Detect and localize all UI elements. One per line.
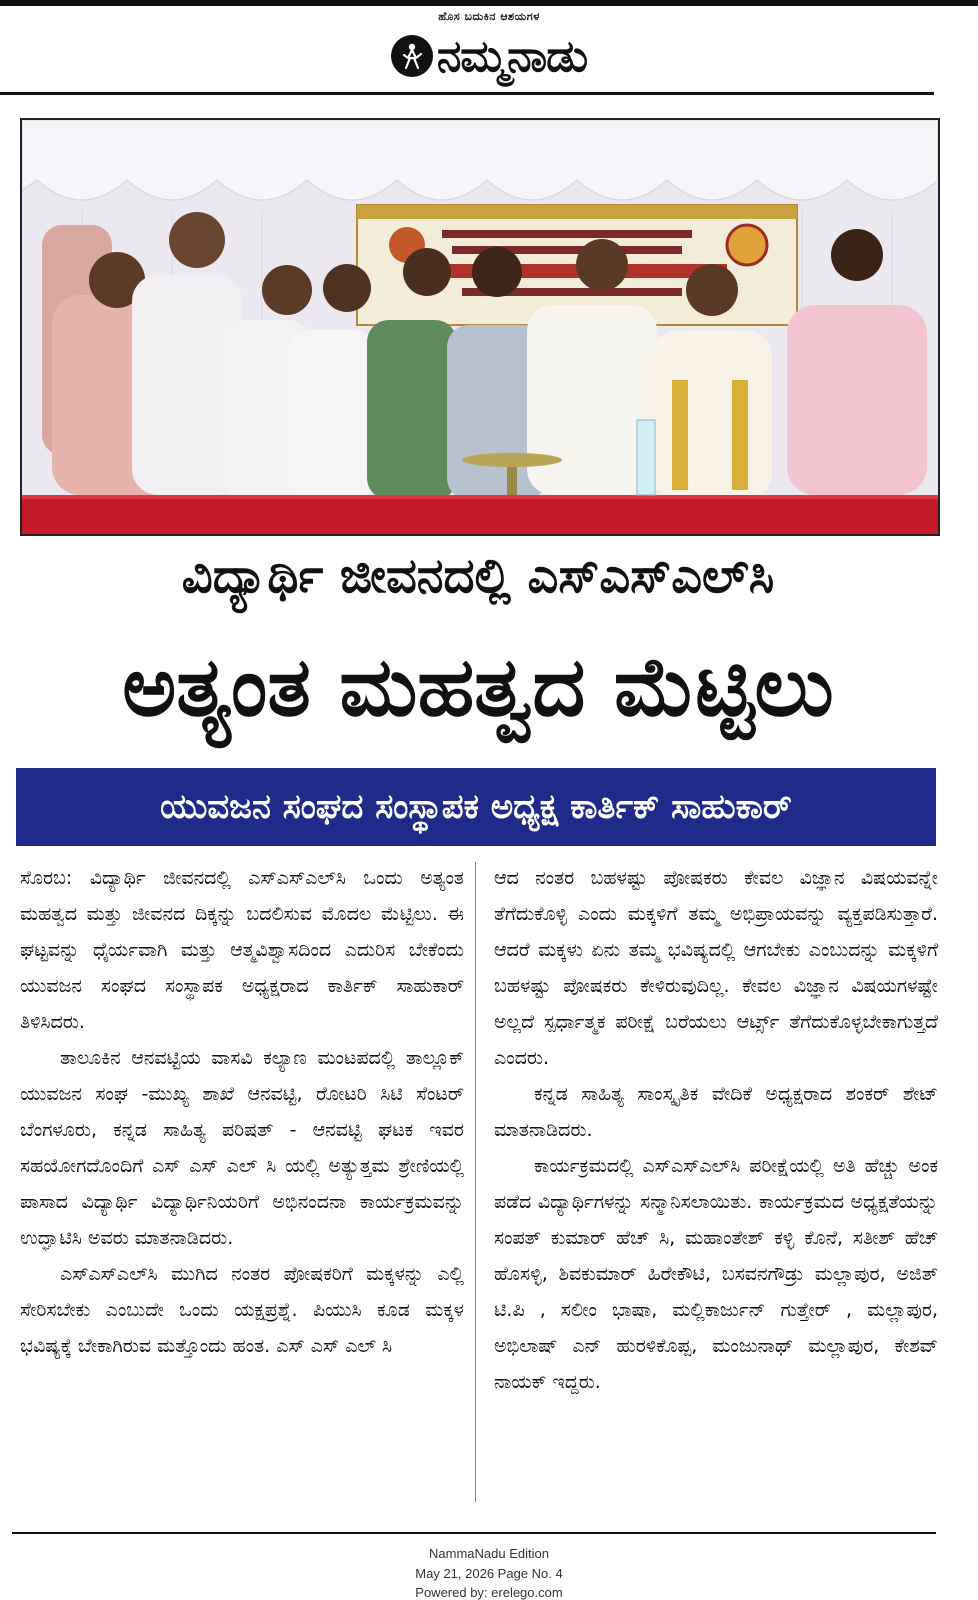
subheadline-text: ಯುವಜನ ಸಂಘದ ಸಂಸ್ಥಾಪಕ ಅಧ್ಯಕ್ಷ ಕಾರ್ತಿಕ್ ಸಾಹುಕಾರ್	[160, 787, 792, 827]
footer-rule	[12, 1532, 936, 1534]
column-divider	[475, 862, 476, 1502]
headline-line-1: ವಿದ್ಯಾರ್ಥಿ ಜೀವನದಲ್ಲಿ ಎಸ್‌ಎಸ್‌ಎಲ್‌ಸಿ	[181, 548, 775, 604]
date-page-label: May 21, 2026 Page No. 4	[415, 1566, 563, 1581]
edition-label: NammaNadu Edition	[429, 1546, 549, 1561]
masthead-rule	[0, 92, 934, 95]
article-column-left	[20, 860, 464, 1364]
subheadline-banner	[16, 768, 936, 846]
event-photo	[20, 118, 940, 536]
newspaper-name: ನಮ್ಮನಾಡು	[436, 30, 588, 82]
paragraph: ಸೊರಬ: ವಿದ್ಯಾರ್ಥಿ ಜೀವನದಲ್ಲಿ ಎಸ್‌ಎಸ್‌ಎಲ್‌ಸಿ ಒಂದು ಅತ್ಯಂತ ಮಹತ್ವದ ಮತ್ತು ಜೀವನದ ದಿಕ್ಕನ್ನು ಬದಲಿಸುವ ಮೊದಲ ಮೆಟ್ಟಿಲು. ಈ ಘಟ್ಟವನ್ನು ಧೈರ್ಯವಾಗಿ ಮತ್ತು ಆತ್ಮವಿಶ್ವಾಸದಿಂದ ಎದುರಿಸ ಬೇಕೆಂದು ಯುವಜನ ಸಂಘದ ಸಂಸ್ಥಾಪಕ ಅಧ್ಯಕ್ಷರಾದ ಕಾರ್ತಿಕ್ ಸಾಹುಕಾರ್ ತಿಳಿಸಿದರು.	[20, 867, 464, 1033]
paragraph: ಎಸ್‌ಎಸ್‌ಎಲ್‌ಸಿ ಮುಗಿದ ನಂತರ ಪೋಷಕರಿಗೆ ಮಕ್ಕಳನ್ನು ಎಲ್ಲಿ ಸೇರಿಸಬೇಕು ಎಂಬುದೇ ಒಂದು ಯಕ್ಷಪ್ರಶ್ನೆ. ಪಿಯುಸಿ ಕೂಡ ಮಕ್ಕಳ ಭವಿಷ್ಯಕ್ಕೆ ಬೇಕಾಗಿರುವ ಮತ್ತೊಂದು ಹಂತ. ಎಸ್ ಎಸ್ ಎಲ್ ಸಿ	[20, 1263, 464, 1357]
paragraph: ತಾಲೂಕಿನ ಆನವಟ್ಟಿಯ ವಾಸವಿ ಕಲ್ಯಾಣ ಮಂಟಪದಲ್ಲಿ ತಾಲ್ಲೂಕ್ ಯುವಜನ ಸಂಘ -ಮುಖ್ಯ ಶಾಖೆ ಆನವಟ್ಟಿ, ರೋಟರಿ ಸಿಟಿ ಸೆಂಟರ್ ಬೆಂಗಳೂರು, ಕನ್ನಡ ಸಾಹಿತ್ಯ ಪರಿಷತ್ - ಆನವಟ್ಟಿ ಘಟಕ ಇವರ ಸಹಯೋಗದೊಂದಿಗೆ ಎಸ್ ಎಸ್ ಎಲ್ ಸಿ ಯಲ್ಲಿ ಅತ್ಯುತ್ತಮ ಶ್ರೇಣಿಯಲ್ಲಿ ಪಾಸಾದ ವಿದ್ಯಾರ್ಥಿ ವಿದ್ಯಾರ್ಥಿನಿಯರಿಗೆ ಅಭಿನಂದನಾ ಕಾರ್ಯಕ್ರಮವನ್ನು ಉದ್ಘಾಟಿಸಿ ಅವರು ಮಾತನಾಡಿದರು.	[20, 1047, 464, 1249]
paragraph: ಕನ್ನಡ ಸಾಹಿತ್ಯ ಸಾಂಸ್ಕೃತಿಕ ವೇದಿಕೆ ಅಧ್ಯಕ್ಷರಾದ ಶಂಕರ್ ಶೇಟ್ ಮಾತನಾಡಿದರು.	[494, 1083, 938, 1141]
paragraph: ಆದ ನಂತರ ಬಹಳಷ್ಟು ಪೋಷಕರು ಕೇವಲ ವಿಜ್ಞಾನ ವಿಷಯವನ್ನೇ ತೆಗೆದುಕೊಳ್ಳಿ ಎಂದು ಮಕ್ಕಳಿಗೆ ತಮ್ಮ ಅಭಿಪ್ರಾಯವನ್ನು ವ್ಯಕ್ತಪಡಿಸುತ್ತಾರೆ. ಆದರೆ ಮಕ್ಕಳು ಏನು ತಮ್ಮ ಭವಿಷ್ಯದಲ್ಲಿ ಆಗಬೇಕು ಎಂಬುದನ್ನು ಮಕ್ಕಳಿಗೆ ಬಹಳಷ್ಟು ಪೋಷಕರು ಕೇಳಿರುವುದಿಲ್ಲ. ಕೇವಲ ವಿಜ್ಞಾನ ವಿಷಯಗಳಷ್ಟೇ ಅಲ್ಲದೆ ಸ್ಪರ್ಧಾತ್ಮಕ ಪರೀಕ್ಷೆ ಬರೆಯಲು ಆರ್ಟ್ಸ್ ತೆಗೆದುಕೊಳ್ಳಬೇಕಾಗುತ್ತದೆ ಎಂದರು.	[494, 867, 938, 1069]
dancer-emblem-icon	[391, 35, 433, 77]
headline-line-2: ಅತ್ಯಂತ ಮಹತ್ವದ ಮೆಟ್ಟಿಲು	[122, 640, 834, 735]
powered-by-label: Powered by: erelego.com	[415, 1585, 563, 1600]
article-column-right	[494, 860, 938, 1400]
masthead	[0, 26, 978, 86]
paragraph: ಕಾರ್ಯಕ್ರಮದಲ್ಲಿ ಎಸ್‌ಎಸ್‌ಎಲ್‌ಸಿ ಪರೀಕ್ಷೆಯಲ್ಲಿ ಅತಿ ಹೆಚ್ಚು ಅಂಕ ಪಡೆದ ವಿದ್ಯಾರ್ಥಿಗಳನ್ನು ಸನ್ಮಾನಿಸಲಾಯಿತು. ಕಾರ್ಯಕ್ರಮದ ಅಧ್ಯಕ್ಷತೆಯನ್ನು ಸಂಪತ್ ಕುಮಾರ್ ಹೆಚ್ ಸಿ, ಮಹಾಂತೇಶ್ ಕಳ್ಳಿ ಕೊನೆ, ಸತೀಶ್ ಹೆಚ್ ಹೊಸಳ್ಳಿ, ಶಿವಕುಮಾರ್ ಹಿರೇಕೌಟಿ, ಬಸವನಗೌಡ್ರು ಮಲ್ಲಾಪುರ, ಅಜಿತ್ ಟಿ.ಪಿ , ಸಲೀಂ ಭಾಷಾ, ಮಲ್ಲಿಕಾರ್ಜುನ್ ಗುತ್ತೇರ್ , ಮಲ್ಲಾಪುರ, ಅಭಿಲಾಷ್ ಎನ್ ಹುರಳಿಕೊಪ್ಪ, ಮಂಜುನಾಥ್ ಮಲ್ಲಾಪುರ, ಕೇಶವ್ ನಾಯಕ್ ಇದ್ದರು.	[494, 1155, 938, 1393]
top-border	[0, 0, 978, 6]
masthead-tagline: ಹೊಸ ಬದುಕಿನ ಆಶಯಗಳ	[438, 10, 540, 23]
